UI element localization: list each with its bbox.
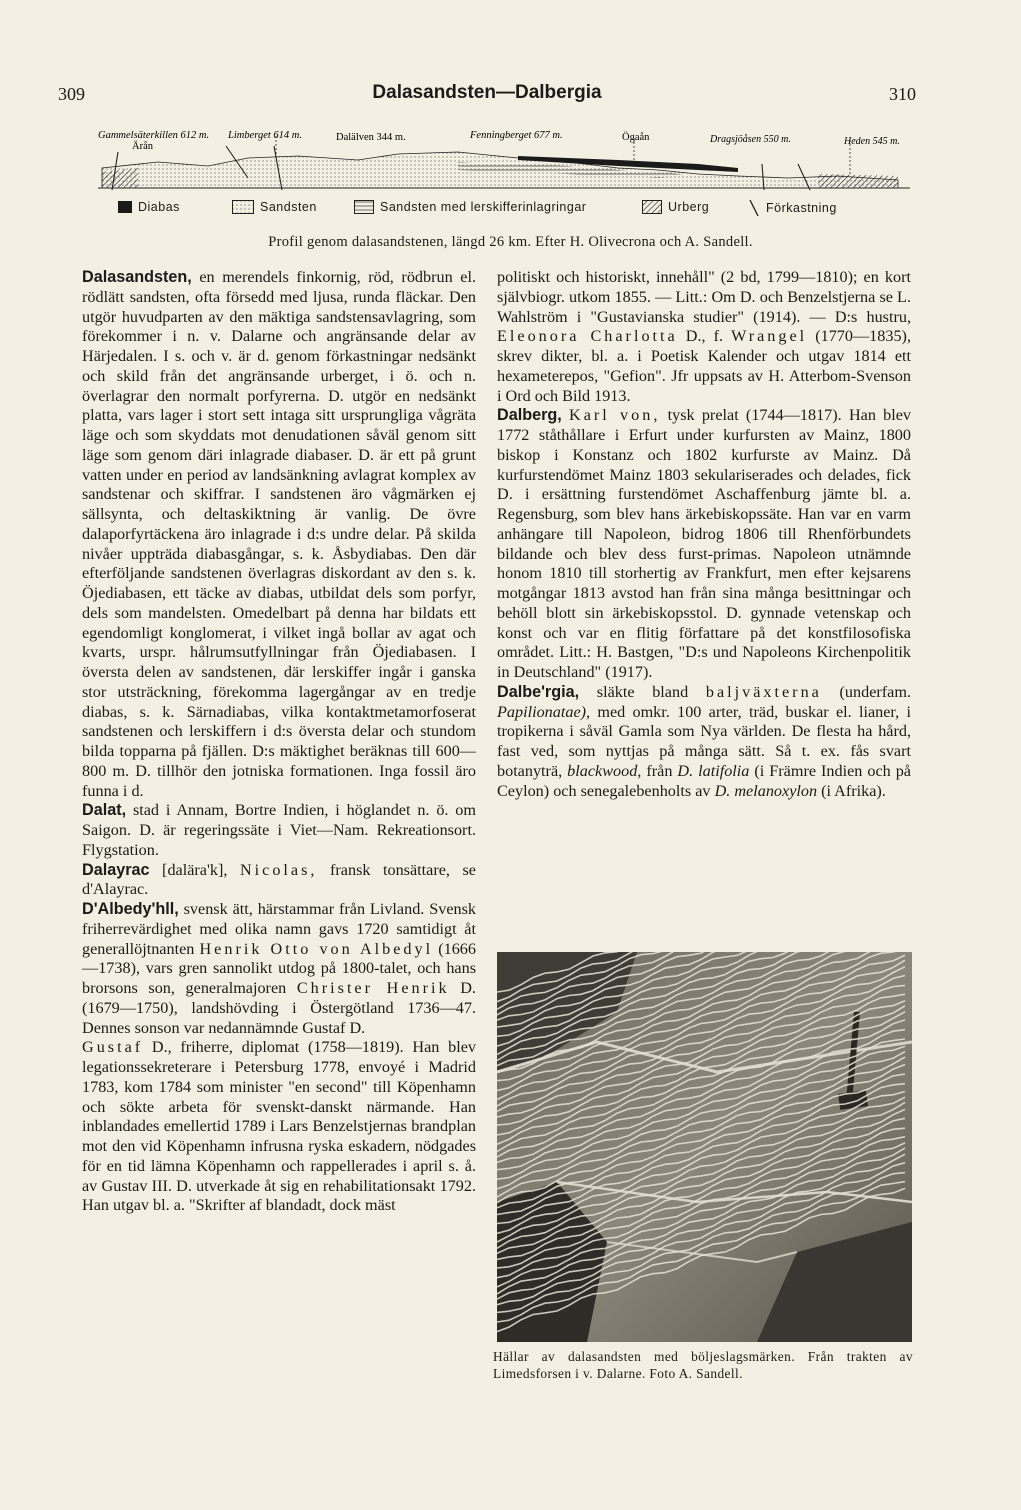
legend-urberg <box>642 200 709 214</box>
headword-dalbergia: Dalbe'rgia, <box>497 682 580 701</box>
legend-diabas-label: Diabas <box>138 200 180 214</box>
legend-diabas <box>118 200 180 214</box>
entry-dalasandsten <box>82 268 476 801</box>
running-title: Dalasandsten—Dalbergia <box>372 82 602 103</box>
body-dalbergia-1: släkte bland <box>579 682 706 701</box>
headword-dalberg: Dalberg, <box>497 406 562 425</box>
label-limberget: Limberget 614 m. <box>228 130 302 141</box>
label-ogaan: Ögaån <box>622 132 650 143</box>
name-karl-von: Karl von, <box>569 406 661 425</box>
name-nicolas: Nicolas, <box>239 860 318 879</box>
headword-dalat: Dalat, <box>82 801 127 820</box>
entry-dalbergia <box>497 683 911 802</box>
entry-dalberg <box>497 406 911 683</box>
page-number-left: 309 <box>58 84 85 104</box>
body-dalbergia-4: från <box>641 761 678 780</box>
name-christer-henrik: Christer Henrik <box>296 979 450 997</box>
body-dalberg: tysk prelat (1744—1817). Han blev 1772 ståthållare i Erfurt under kurfursten av Mainz, 1800 biskop i Konstanz och 1802 kurfurste av Mainz. Då kurfurstendömet Mainz 1803 sekulariserades och delades, fick D. i ersättning furstendömet Aschaffenburg jämte bl. a. Regensburg, som blev hans ärkebiskopssäte. Han var en varm anhängare till Napoleon, bidrog 1806 till Rhenförbundets bildande och blev dess furst-primas. Napoleon utnämnde honom 1810 till storhertig av Frankfurt, men efter kejsarens motgångar 1813 avstod han från sina många besittningar och behöll blott sin ärkebiskopsstol. D. gynnade vetenskap och konst och var en flitig författare på det konstfilosofiska området. Litt.: H. Bastgen, "D:s und Napoleons Kirchenpolitik in Deutschland" (1917). <box>497 406 912 681</box>
legend-forkastning <box>748 200 837 216</box>
legend-urberg-label: Urberg <box>668 200 710 214</box>
fault-line-icon <box>748 200 760 216</box>
label-heden: Heden 545 m. <box>844 136 900 147</box>
legend-sandsten-lerskiffer-label: Sandsten med lerskifferinlagringar <box>380 200 587 214</box>
entry-dalat <box>82 801 476 860</box>
photo-ripple-marks <box>497 952 912 1342</box>
profile-caption: Profil genom dalasandstenen, längd 26 km. Efter H. Olivecrona och A. Sandell. <box>268 234 753 250</box>
body-cont-3: (1770—1835), skrev dikter, bl. a. i Poetisk Kalender och utgav 1814 ett hexameterepos, "Gefion". Jfr uppsats av H. Atterbom-Svenson i Ord och Bild 1913. <box>497 327 911 405</box>
label-gammelsater: Gammelsäterkillen 612 m. <box>98 130 210 141</box>
body-dalbedyhll-2: (1666—1738), vars gren sannolikt utdog på 1800-talet, och hans brorsons son, generalmajoren <box>82 939 476 997</box>
term-baljvaxterna: baljväxterna <box>705 682 822 701</box>
profile-legend <box>118 198 908 220</box>
left-column <box>82 268 476 1216</box>
body-dalbergia-2: (underfam. <box>821 682 911 701</box>
term-melanoxylon: D. melanoxylon <box>714 781 818 800</box>
name-gustaf: Gustaf <box>82 1038 144 1057</box>
legend-sandsten <box>232 200 317 214</box>
body-dalayrac-2: fransk tonsättare, se d'Alayrac. <box>82 860 476 899</box>
entry-dalbedyhll <box>82 900 476 1038</box>
body-dalbedyhll-1: svensk ätt, härstammar från Livland. Svensk friherrevärdighet med olika namn gavs 1720 samtidigt åt generallöjtnanten <box>82 900 476 958</box>
label-dragsjoasen: Dragsjöåsen 550 m. <box>710 134 791 145</box>
body-gustaf: D., friherre, diplomat (1758—1819). Han blev legationssekreterare i Petersburg 1778, envoyé i Madrid 1783, kom 1784 som minister "en second" till Köpenhamn och sökte arbeta för svenskt-danskt närmande. Han inblandades emellertid 1789 i Lars Benzelstjernas brandplan mot den vid Köpenhamn infrusna ryska eskadern, nödgades för en tid lämna Köpenhamn och rappellerades i april s. å. av Gustav III. D. utverkade åt sig en rehabilitationsakt 1792. Han utgav bl. a. "Skrifter af blandadt, dock mäst <box>82 1038 476 1215</box>
body-dalbergia-5: (i Främre Indien och på Ceylon) och senegalebenholts av <box>497 761 911 800</box>
sandsten-lerskiffer-swatch-icon <box>354 200 374 214</box>
page-header <box>58 84 916 114</box>
entry-gustaf <box>82 1038 476 1216</box>
body-dalat: stad i Annam, Bortre Indien, i höglandet n. ö. om Saigon. D. är regeringssäte i Viet—Nam. Rekreationsort. Flygstation. <box>82 801 476 859</box>
term-blackwood: blackwood, <box>567 761 642 780</box>
legend-sandsten-label: Sandsten <box>260 200 317 214</box>
label-fenningberget: Fenningberget 677 m. <box>470 130 563 141</box>
page-number-right: 310 <box>889 84 916 104</box>
body-dalasandsten: en merendels finkornig, röd, rödbrun el. rödlätt sandsten, ofta försedd med ljusa, runda fläckar. Den utgör huvudparten av den mäktiga sandstensavlagring, som förekommer i n. v. Dalarne och angränsande delar av Härjedalen. I s. och v. är d. genom förkastningar nedsänkt och skild från det angränsande urberget, i ö. och n. överlagrar den normalt porfyrerna. D. utgör en nedsänkt platta, vars lager i stort sett intaga sitt ursprungliga vågräta läge och som skyddats mot denudationen såväl genom sitt läge som genom däri inlagrade diabaser. D. är ett på grunt vatten under en period av landsänkning avlagrat komplex av sandstenar och skiffrar. I sandstenen äro vågmärken ej sällsynta, och deltaskiktning är vanlig. De övre dalaporfyrtäckena äro inlagrade i d:s undre delar. På skilda nivåer uppträda diabasgångar, s. k. Åsbydiabas. Den där efterföljande sandstenen överlagras diskordant av den s. k. Öjediabasen, ett täcke av diabas, utbildat dels som porfyr, dels som mandelsten. Omedelbart på denna har bildats ett egendomligt konglomerat, i vilket ingå bollar av agat och kvarts, urspr. hålrumsutfyllningar från Öjediabasen. I översta delen av sandstenen, där lerskiffer ingår i ganska stor utsträckning, förekomma lagergångar av en tredje diabas, s. k. Särnadiabas, vilka kontaktmetamorfoserat sandstenen och lerskiffern i d:s översta delar och stundom bilda topparna på fjällen. D:s mäktighet beräknas till 600—800 m. D. tillhör den jotniska formationen. Inga fossil äro funna i d. <box>82 268 476 800</box>
body-dalayrac-1: [dalära'k], <box>149 860 240 879</box>
label-aran: Ärån <box>132 141 153 152</box>
urberg-swatch-icon <box>642 200 662 214</box>
name-eleonora: Eleonora Charlotta <box>497 327 678 346</box>
body-cont-2: D., f. <box>677 327 732 346</box>
right-column <box>497 268 911 801</box>
geological-profile <box>98 128 910 192</box>
legend-sandsten-lerskiffer <box>354 200 586 214</box>
diabas-swatch-icon <box>118 201 132 213</box>
label-dalalven: Dalälven 344 m. <box>336 132 406 143</box>
headword-dalasandsten: Dalasandsten, <box>82 268 192 286</box>
body-dalbergia-6: (i Afrika). <box>817 781 886 800</box>
ripple-rock-image <box>497 952 912 1342</box>
entry-dalayrac <box>82 861 476 901</box>
term-papilionatae: Papilionatae), <box>497 702 591 721</box>
name-henrik-otto: Henrik Otto von Albedyl <box>199 939 434 958</box>
entry-gustaf-continued <box>497 268 911 406</box>
name-wrangel: Wrangel <box>731 327 808 346</box>
body-dalbergia-3: med omkr. 100 arter, träd, buskar el. lianer, i tropikerna i såväl Gamla som Nya världen. De flesta ha hård, fast ved, som nyttjas på många sätt. Så t. ex. fås svart botanyträ, <box>497 702 911 780</box>
legend-forkastning-label: Förkastning <box>766 201 837 215</box>
headword-dalayrac: Dalayrac <box>82 860 150 879</box>
headword-dalbedyhll: D'Albedy'hll, <box>82 900 179 918</box>
profile-diagram <box>98 128 910 192</box>
body-dalbedyhll-3: D. (1679—1750), landshövding i Östergötland 1736—47. Dennes sonson var nedannämnde Gustaf D. <box>82 979 476 1037</box>
term-latifolia: D. latifolia <box>677 761 750 780</box>
sandsten-swatch-icon <box>232 200 254 214</box>
photo-caption: Hällar av dalasandsten med böljeslagsmärken. Från trakten av Limedsforsen i v. Dalarne. Foto A. Sandell. <box>493 1349 913 1381</box>
body-cont-1: politiskt och historiskt, innehåll" (2 bd, 1799—1810); en kort självbiogr. utkom 1855. — Litt.: Om D. och Benzelstjerna se L. Wahlström i "Gustavianska studier" (1914). — D:s hustru, <box>497 268 911 326</box>
